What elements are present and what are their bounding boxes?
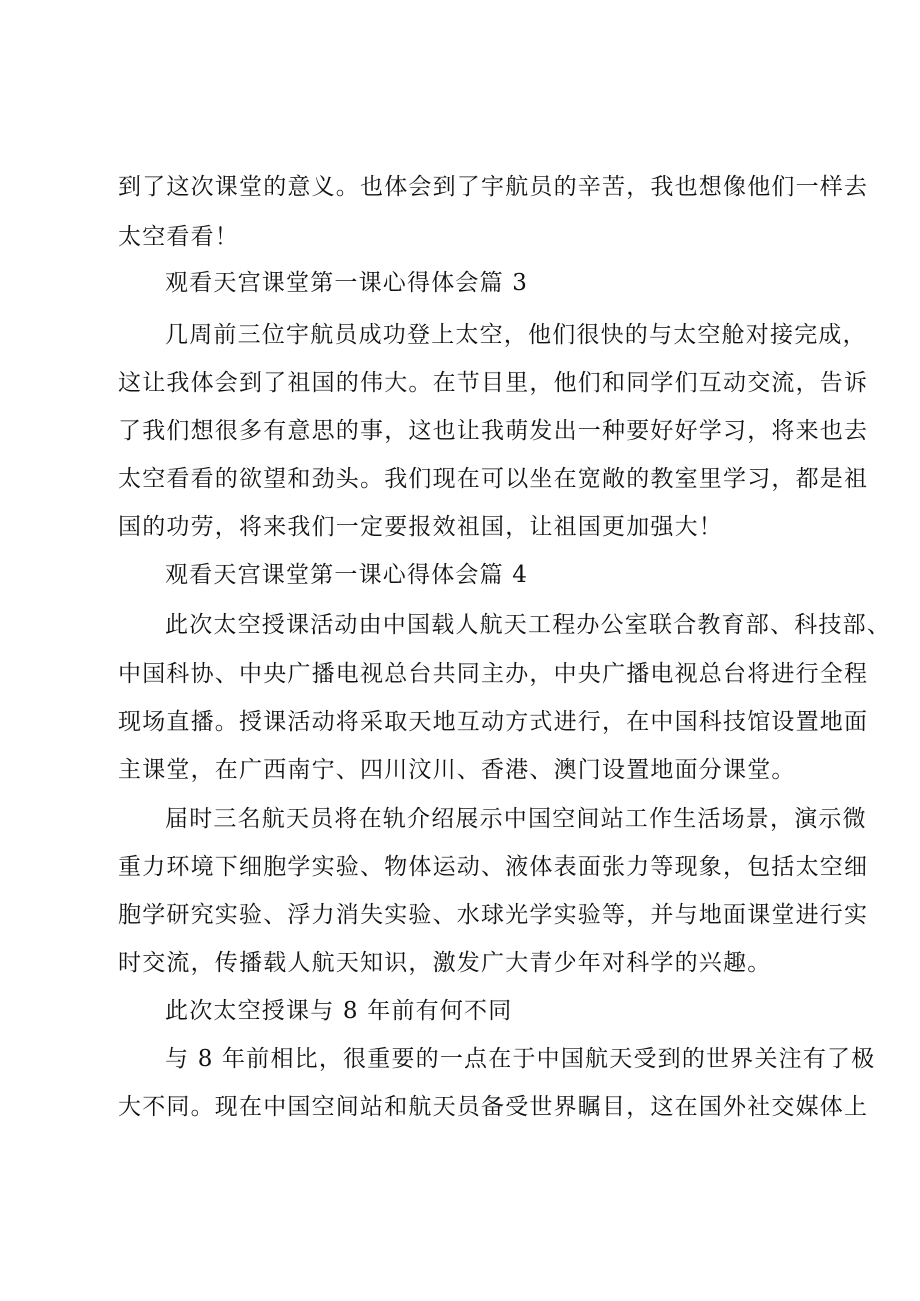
paragraph-line: 大不同。现在中国空间站和航天员备受世界瞩目，这在国外社交媒体上 xyxy=(118,1094,869,1120)
section-heading: 此次太空授课与 8 年前有何不同 xyxy=(165,998,513,1024)
paragraph-line: 中国科协、中央广播电视总台共同主办，中央广播电视总台将进行全程 xyxy=(118,661,869,687)
paragraph-line: 胞学研究实验、浮力消失实验、水球光学实验等，并与地面课堂进行实 xyxy=(118,902,869,928)
paragraph-line: 现场直播。授课活动将采取天地互动方式进行，在中国科技馆设置地面 xyxy=(118,709,869,735)
paragraph-line: 重力环境下细胞学实验、物体运动、液体表面张力等现象，包括太空细 xyxy=(118,854,869,880)
paragraph-line: 与 8 年前相比，很重要的一点在于中国航天受到的世界关注有了极 xyxy=(165,1046,876,1072)
paragraph-line: 时交流，传播载人航天知识，激发广大青少年对科学的兴趣。 xyxy=(118,950,772,976)
paragraph-line: 几周前三位宇航员成功登上太空，他们很快的与太空舱对接完成， xyxy=(165,322,867,348)
section-heading: 观看天宫课堂第一课心得体会篇 3 xyxy=(165,270,529,296)
paragraph-line: 太空看看的欲望和劲头。我们现在可以坐在宽敞的教室里学习，都是祖 xyxy=(118,466,869,492)
paragraph-line: 主课堂，在广西南宁、四川汶川、香港、澳门设置地面分课堂。 xyxy=(118,757,796,783)
paragraph-line: 到了这次课堂的意义。也体会到了宇航员的辛苦，我也想像他们一样去 xyxy=(118,174,869,200)
section-heading: 观看天宫课堂第一课心得体会篇 4 xyxy=(165,562,529,588)
paragraph-line: 了我们想很多有意思的事，这也让我萌发出一种要好好学习，将来也去 xyxy=(118,418,869,444)
paragraph-line: 国的功劳，将来我们一定要报效祖国，让祖国更加强大！ xyxy=(118,514,723,540)
paragraph-line: 此次太空授课活动由中国载人航天工程办公室联合教育部、科技部、 xyxy=(165,612,891,638)
paragraph-line: 届时三名航天员将在轨介绍展示中国空间站工作生活场景，演示微 xyxy=(165,806,867,832)
paragraph-line: 这让我体会到了祖国的伟大。在节目里，他们和同学们互动交流，告诉 xyxy=(118,370,869,396)
paragraph-line: 太空看看！ xyxy=(118,224,239,250)
